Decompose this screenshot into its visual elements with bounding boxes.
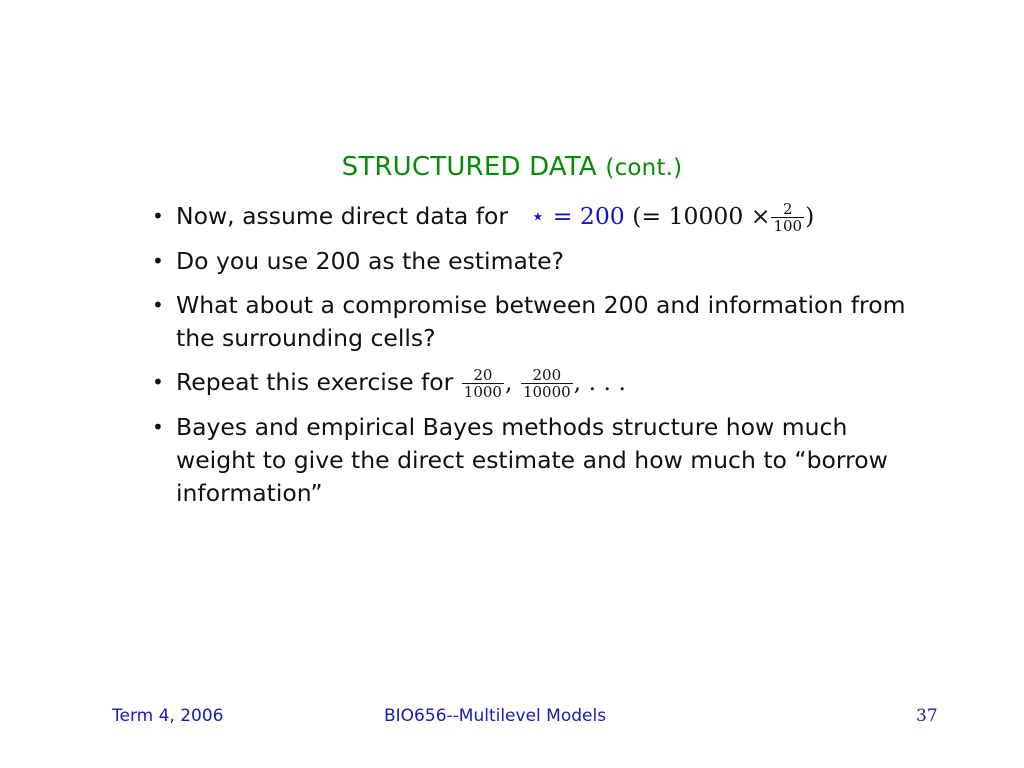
slide-title-suffix: (cont.) [605,155,683,181]
fraction-2-over-100 [771,201,804,234]
bullet-text: What about a compromise between 200 and information from the surrounding cells? [176,291,906,352]
bullet-text: Bayes and empirical Bayes methods structure how much weight to give the direct estimate and how much to “borrow information” [176,413,888,507]
fraction-denominator: 100 [773,217,803,235]
bullet-item-1 [152,200,912,234]
fraction-20-over-1000 [462,367,504,400]
fraction-denominator: 1000 [463,383,502,401]
bullet-item-5 [152,411,912,510]
fraction-numerator: 2 [783,200,793,218]
fraction-200-over-10000 [521,367,573,400]
star-symbol: ⋆ [530,202,546,230]
math-close-paren: ) [805,202,815,230]
bullet-text: Now, assume direct data for [176,202,509,230]
fraction-denominator: 10000 [522,383,571,401]
bullet-item-4: • Repeat this exercise for $\frac{20}{1000}$ , $\frac{200}{10000}$ , . . . [152,366,626,401]
page-number: 37 [916,706,938,726]
slide-title-text: STRUCTURED DATA [341,152,597,182]
slide-title [0,152,1024,182]
bullet-item-2 [152,245,912,278]
bullet-item-3 [152,289,912,355]
footer-term: Term 4, 2006 [112,706,224,726]
ellipsis: , . . . [573,368,626,396]
bullet-dot: • [152,293,164,317]
bullet-dot: • [152,204,164,228]
bullet-dot: • [152,415,164,439]
math-expression: (= 10000 × [632,202,771,230]
bullet-dot: • [152,249,164,273]
math-equals-200: = 200 [552,202,625,230]
bullet-dot: • [152,370,164,394]
fraction-numerator: 20 [473,366,493,384]
bullet-list [152,200,912,521]
footer-course: BIO656--Multilevel Models [384,706,607,726]
fraction-numerator: 200 [532,366,562,384]
bullet-text: Repeat this exercise for [176,368,454,396]
bullet-text: Do you use 200 as the estimate? [176,247,565,275]
